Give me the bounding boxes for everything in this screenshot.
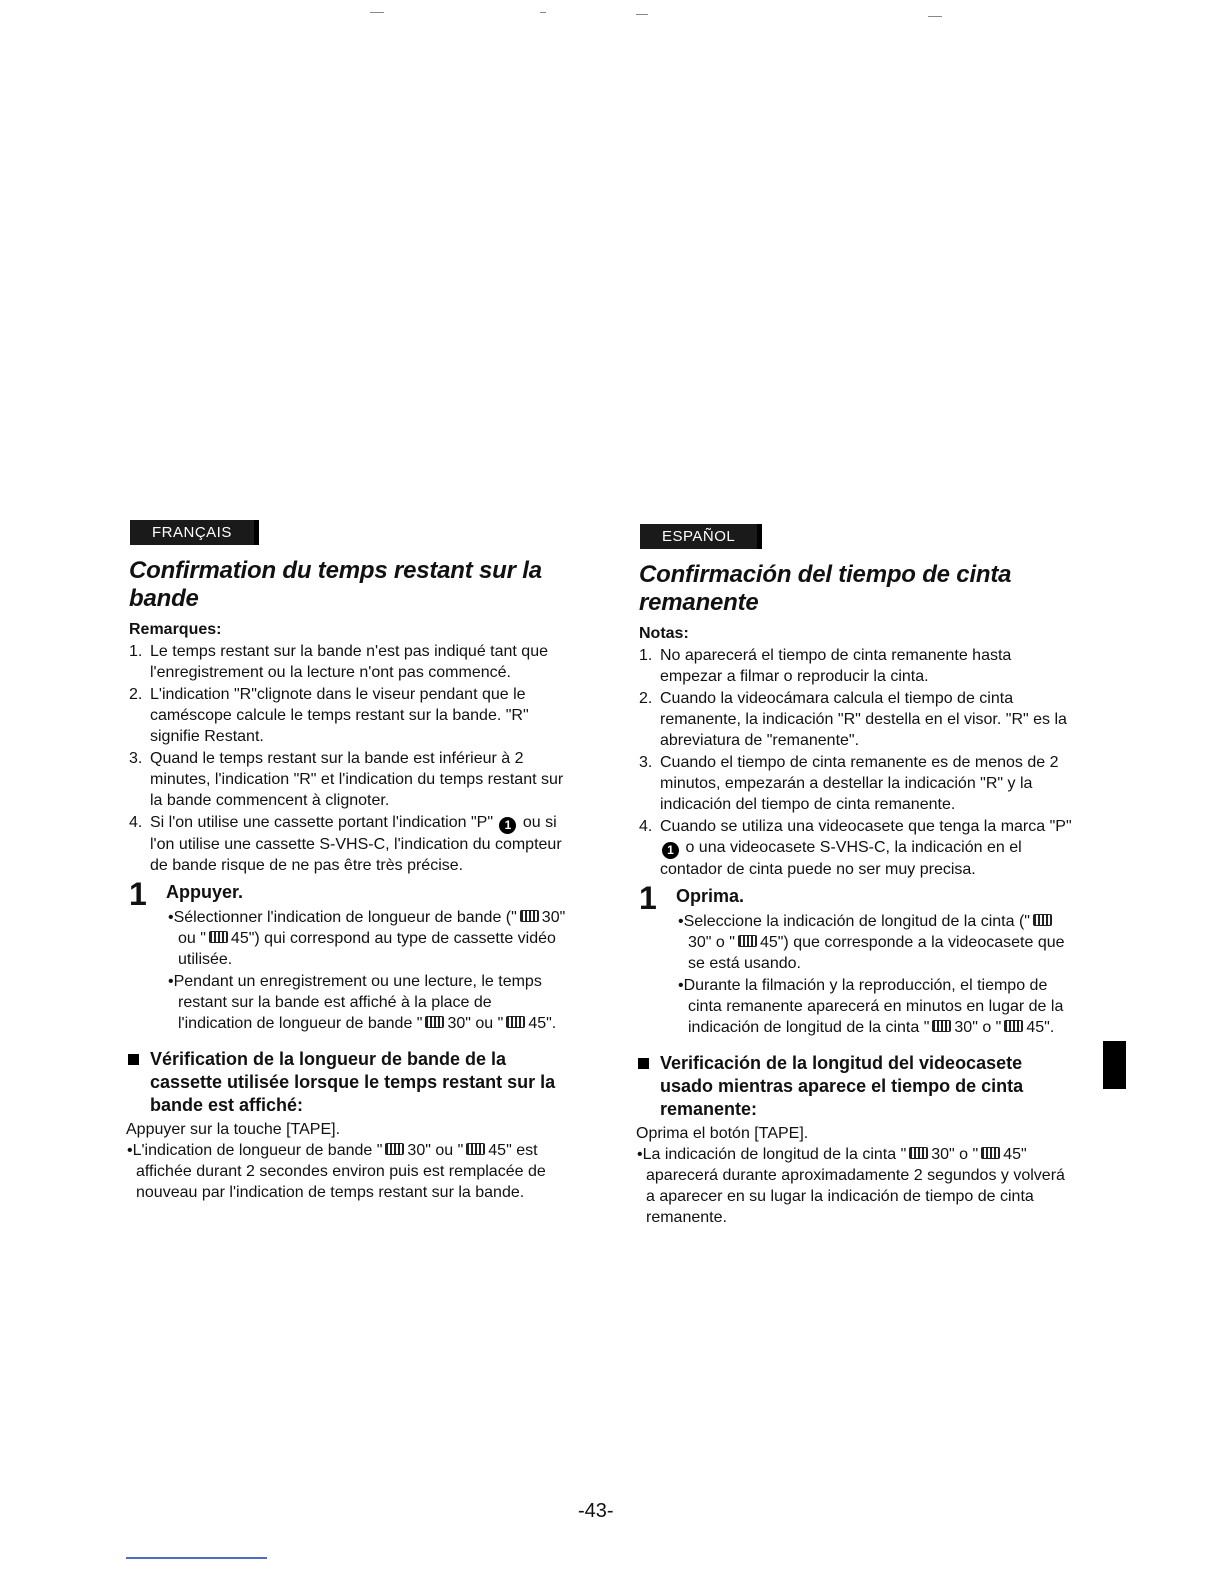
instruction-text: Appuyer sur la touche [TAPE]. bbox=[126, 1121, 341, 1138]
bullet-paragraph bbox=[636, 1144, 1076, 1228]
note-number: 4. bbox=[129, 814, 143, 831]
subsection-heading bbox=[636, 1052, 1076, 1121]
note-number: 3. bbox=[639, 754, 653, 771]
step-title: Oprima. bbox=[676, 886, 745, 906]
cassette-icon bbox=[909, 1147, 928, 1159]
instruction-text: Oprima el botón [TAPE]. bbox=[636, 1125, 809, 1142]
scan-speck bbox=[540, 12, 546, 13]
scan-speck bbox=[636, 14, 648, 15]
notes-list bbox=[636, 645, 1076, 880]
cassette-icon bbox=[425, 1016, 444, 1028]
bullet-text: 45". bbox=[1026, 1019, 1055, 1036]
bullet-text: •Durante la filmación y la reproducción, el tiempo de cinta remanente aparecerá en minutos en lugar de la indicación de longitud de la cinta " bbox=[678, 977, 1064, 1036]
notes-heading: Remarques: bbox=[129, 621, 222, 638]
section-title: Confirmación del tiempo de cinta remanente bbox=[639, 561, 1012, 616]
cassette-icon bbox=[1033, 914, 1052, 926]
note-text: o una videocasete S-VHS-C, la indicación en el contador de cinta puede no ser muy precisa. bbox=[660, 839, 1022, 878]
bullet-text: •L'indication de longueur de bande " bbox=[127, 1142, 383, 1159]
cassette-icon bbox=[1004, 1020, 1023, 1032]
notes-heading: Notas: bbox=[639, 625, 689, 642]
note-text: Le temps restant sur la bande n'est pas indiqué tant que l'enregistrement ou la lecture n'ont pas commencé. bbox=[150, 643, 548, 681]
step-bullet bbox=[676, 975, 1076, 1038]
cassette-icon bbox=[932, 1020, 951, 1032]
bullet-text: 30" ou " bbox=[178, 909, 566, 947]
bullet-text: 30" ou " bbox=[447, 1015, 504, 1032]
circled-number-icon: 1 bbox=[499, 817, 516, 834]
note-text: Quand le temps restant sur la bande est inférieur à 2 minutes, l'indication "R" et l'indication du temps restant sur la bande commencent à clignoter. bbox=[150, 750, 564, 809]
bullet-text: •Seleccione la indicación de longitud de la cinta (" bbox=[678, 913, 1030, 930]
step-number: 1 bbox=[639, 880, 657, 916]
subsection-heading bbox=[126, 1048, 566, 1117]
bullet-text: 45") que corresponde a la videocasete que se está usando. bbox=[688, 934, 1065, 972]
step-bullet bbox=[676, 911, 1076, 974]
note-text: ou si l'on utilise une cassette S-VHS-C, l'indication du compteur de bande risque de ne pas être très précise. bbox=[150, 814, 562, 874]
cassette-icon bbox=[738, 935, 757, 947]
note-item bbox=[636, 752, 1076, 815]
note-item bbox=[126, 641, 566, 683]
note-number: 4. bbox=[639, 818, 653, 835]
note-number: 2. bbox=[129, 686, 143, 703]
cassette-icon bbox=[385, 1143, 404, 1155]
bullet-text: 30" o " bbox=[688, 934, 735, 951]
bullet-text: •La indicación de longitud de la cinta " bbox=[637, 1146, 907, 1163]
note-text: Cuando el tiempo de cinta remanente es de menos de 2 minutos, empezarán a destellar la indicación "R" y la indicación del tiempo de cinta remanente. bbox=[660, 754, 1059, 813]
cassette-icon bbox=[466, 1143, 485, 1155]
note-number: 1. bbox=[639, 647, 653, 664]
bullet-text: 45" est affichée durant 2 secondes environ puis est remplacée de nouveau par l'indication de temps restant sur la bande. bbox=[136, 1142, 546, 1201]
step-block bbox=[126, 876, 566, 1034]
step-bullet bbox=[166, 907, 566, 970]
bullet-text: 30" ou " bbox=[407, 1142, 464, 1159]
step-number: 1 bbox=[129, 876, 147, 912]
language-tab-francais: FRANÇAIS bbox=[130, 520, 259, 545]
circled-number-icon: 1 bbox=[662, 842, 679, 859]
note-item bbox=[126, 812, 566, 876]
bullet-text: 30" o " bbox=[954, 1019, 1002, 1036]
note-text: Si l'on utilise une cassette portant l'indication "P" bbox=[150, 814, 493, 831]
bullet-text: 45") qui correspond au type de cassette vidéo utilisée. bbox=[178, 930, 556, 968]
bullet-text: •Pendant un enregistrement ou une lecture, le temps restant sur la bande est affiché à la place de l'indication de longueur de bande " bbox=[168, 973, 542, 1032]
note-item bbox=[636, 816, 1076, 880]
cassette-icon bbox=[520, 910, 539, 922]
bullet-text: 45" aparecerá durante aproximadamente 2 segundos y volverá a aparecer en su lugar la indicación de tiempo de cinta remanente. bbox=[646, 1146, 1065, 1226]
subsection-heading-text: Vérification de la longueur de bande de la cassette utilisée lorsque le temps restant sur la bande est affiché: bbox=[150, 1049, 556, 1115]
note-item bbox=[636, 688, 1076, 751]
note-number: 3. bbox=[129, 750, 143, 767]
step-block bbox=[636, 880, 1076, 1038]
note-text: L'indication "R"clignote dans le viseur pendant que le caméscope calcule le temps restant sur la bande. "R" signifie Restant. bbox=[150, 686, 529, 745]
note-item bbox=[126, 684, 566, 747]
section-title: Confirmation du temps restant sur la bande bbox=[129, 557, 542, 612]
cassette-icon bbox=[981, 1147, 1000, 1159]
spanish-column bbox=[636, 524, 1076, 1228]
note-item bbox=[636, 645, 1076, 687]
page-number: -43- bbox=[578, 1500, 614, 1522]
bullet-text: 30" o " bbox=[931, 1146, 979, 1163]
note-number: 2. bbox=[639, 690, 653, 707]
bullet-text: 45". bbox=[528, 1015, 557, 1032]
note-item bbox=[126, 748, 566, 811]
notes-list bbox=[126, 641, 566, 876]
step-bullet bbox=[166, 971, 566, 1034]
subsection-heading-text: Verificación de la longitud del videocasete usado mientras aparece el tiempo de cinta remanente: bbox=[660, 1053, 1024, 1119]
scan-speck bbox=[370, 12, 384, 13]
bullet-paragraph bbox=[126, 1140, 566, 1203]
bullet-text: •Sélectionner l'indication de longueur de bande (" bbox=[168, 909, 517, 926]
footer-rule bbox=[126, 1557, 267, 1559]
square-bullet-icon bbox=[638, 1058, 649, 1069]
french-column bbox=[126, 520, 566, 1203]
square-bullet-icon bbox=[128, 1054, 139, 1065]
note-text: No aparecerá el tiempo de cinta remanente hasta empezar a filmar o reproducir la cinta. bbox=[660, 647, 1012, 685]
cassette-icon bbox=[506, 1016, 525, 1028]
note-number: 1. bbox=[129, 643, 143, 660]
scan-speck bbox=[928, 16, 942, 17]
cassette-icon bbox=[209, 931, 228, 943]
step-title: Appuyer. bbox=[166, 882, 244, 902]
page-edge-marker bbox=[1103, 1041, 1126, 1089]
note-text: Cuando la videocámara calcula el tiempo de cinta remanente, la indicación "R" destella en el visor. "R" es la abreviatura de "remanente". bbox=[660, 690, 1067, 749]
language-tab-espanol: ESPAÑOL bbox=[640, 524, 762, 549]
note-text: Cuando se utiliza una videocasete que tenga la marca "P" bbox=[660, 818, 1072, 835]
